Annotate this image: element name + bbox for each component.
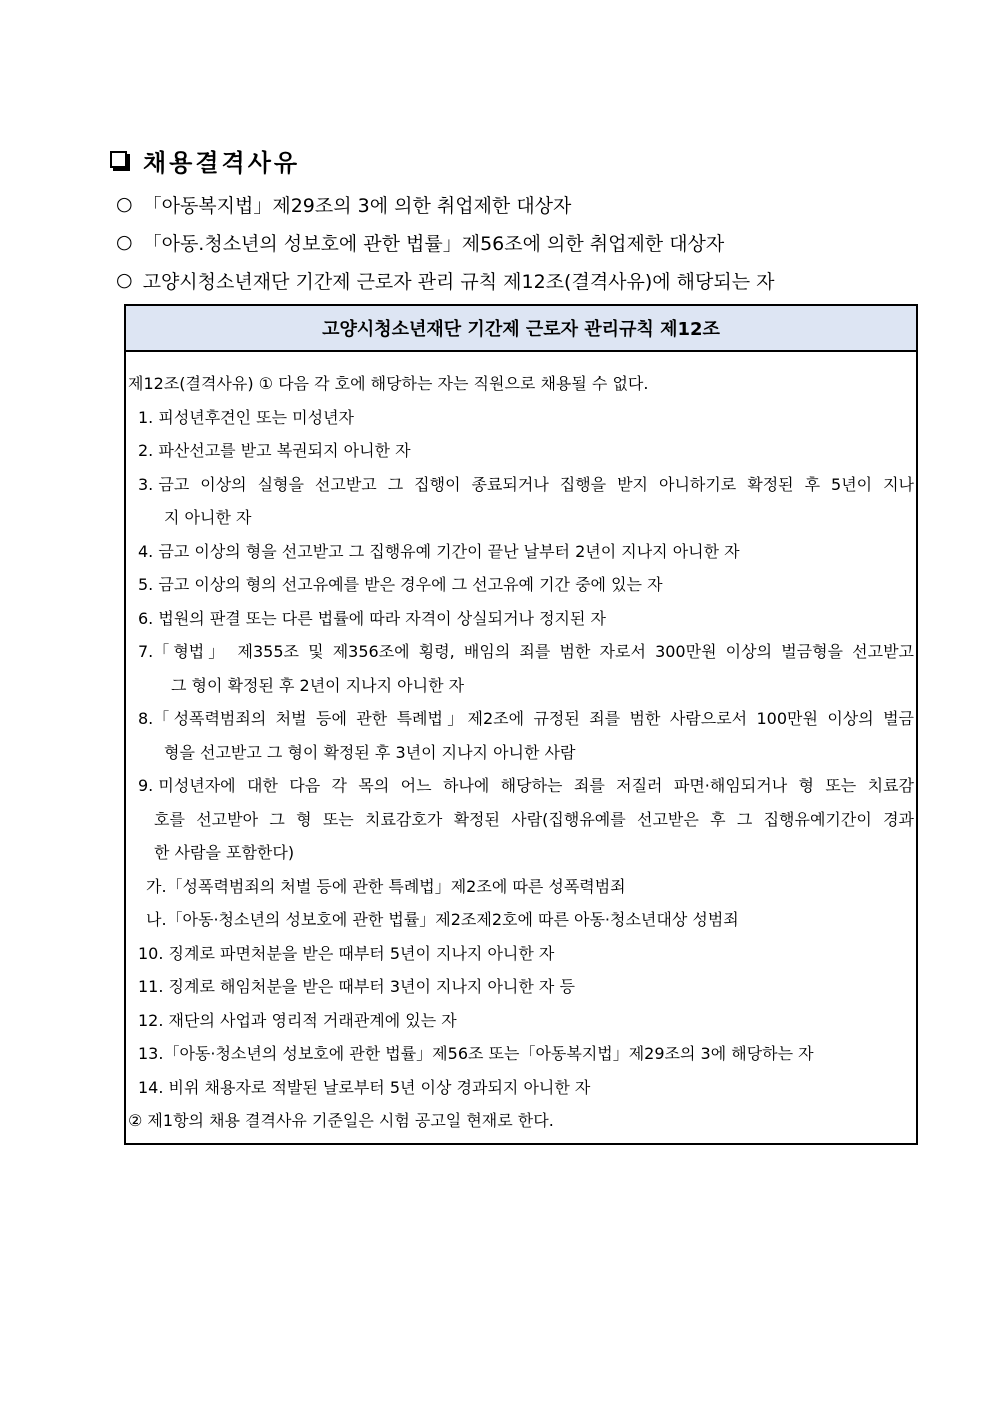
rule-intro: 제12조(결격사유) ① 다음 각 호에 해당하는 자는 직원으로 채용될 수 없다. [128, 374, 649, 393]
rule-item-number: 12. [138, 1010, 164, 1030]
rule-item-text: 법원의 판결 또는 다른 법률에 따라 자격이 상실되거나 정지된 자 [158, 608, 606, 628]
rule-item-text: 비위 채용자로 적발된 날로부터 5년 이상 경과되지 아니한 자 [168, 1077, 591, 1097]
rule-item-text: 「성폭력범죄의 처벌 등에 관한 특례법」제2조에 규정된 죄를 범한 사람으로서 100만원 이상의 벌금 [153, 709, 914, 728]
rule-box-title: 고양시청소년재단 기간제 근로자 관리규칙 제12조 [126, 306, 916, 352]
rule-item-text: 금고 이상의 형의 선고유예를 받은 경우에 그 선고유예 기간 중에 있는 자 [158, 575, 663, 594]
rule-item [128, 970, 914, 1004]
bullet-item [116, 185, 896, 223]
bullet-text: 「아동.청소년의 성보호에 관한 법률」제56조에 의한 취업제한 대상자 [142, 232, 725, 255]
rule-item [128, 401, 914, 435]
rule-item-text: 호를 선고받아 그 형 또는 치료감호가 확정된 사람(집행유예를 선고받은 후 그 집행유예기간이 경과 [154, 809, 914, 829]
rule-item-number: 3. [138, 474, 154, 494]
rule-item [128, 535, 914, 569]
rule-item-number: 5. [138, 575, 154, 594]
rule-item-text: 「형법」 제355조 및 제356조에 횡령, 배임의 죄를 범한 자로서 300만원 이상의 벌금형을 선고받고 [153, 642, 914, 661]
checkbox-square-icon [110, 151, 127, 168]
rule-subitem-text: 「성폭력범죄의 처벌 등에 관한 특례법」제2조에 따른 성폭력범죄 [166, 876, 626, 896]
rule-item-continuation: 그 형이 확정된 후 2년이 지나지 아니한 자 [171, 675, 465, 695]
rule-subitem-text: 「아동·청소년의 성보호에 관한 법률」제2조제2호에 따른 아동·청소년대상 성범죄 [166, 910, 739, 929]
rule-subitem-number: 가. [146, 876, 167, 896]
rule-item-text: 징계로 해임처분을 받은 때부터 3년이 지나지 아니한 자 등 [168, 977, 575, 996]
rule-item-number: 14. [138, 1077, 164, 1097]
rule-item-text: 파산선고를 받고 복권되지 아니한 자 [158, 441, 411, 460]
rule-item [128, 468, 914, 502]
circle-bullet-icon: ○ [116, 231, 133, 253]
rule-item-text: 금고 이상의 형을 선고받고 그 집행유예 기간이 끝난 날부터 2년이 지나지 아니한 자 [158, 541, 740, 561]
rule-item-number: 8. [138, 709, 154, 728]
rule-item-text: 금고 이상의 실형을 선고받고 그 집행이 종료되거나 집행을 받지 아니하기로 확정된 후 5년이 지나 [158, 474, 914, 494]
rule-item-text: 재단의 사업과 영리적 거래관계에 있는 자 [168, 1010, 457, 1030]
rule-item [128, 635, 914, 669]
bullet-list [116, 185, 896, 299]
rule-box [124, 304, 918, 1145]
rule-item-number: 1. [138, 407, 154, 427]
rule-item-continuation [128, 803, 914, 837]
rule-item [128, 702, 914, 736]
rule-item [128, 568, 914, 602]
rule-item-number: 13. [138, 1044, 164, 1063]
rule-item [128, 769, 914, 803]
bullet-item [116, 223, 896, 261]
rule-box-body [126, 352, 916, 1138]
rule-item-number: 4. [138, 541, 154, 561]
bullet-text: 고양시청소년재단 기간제 근로자 관리 규칙 제12조(결격사유)에 해당되는 자 [142, 270, 775, 293]
rule-subitem-number: 나. [146, 910, 167, 929]
rule-item-text: 미성년자에 대한 다음 각 목의 어느 하나에 해당하는 죄를 저질러 파면·해임되거나 형 또는 치료감 [158, 776, 914, 795]
rule-item [128, 1037, 914, 1071]
rule-item [128, 1071, 914, 1105]
bullet-item [116, 261, 896, 299]
rule-item-number: 11. [138, 977, 164, 996]
rule-item-text: 피성년후견인 또는 미성년자 [158, 407, 355, 427]
rule-item-number: 9. [138, 776, 154, 795]
section-heading [110, 143, 300, 177]
rule-item-text: 「아동·청소년의 성보호에 관한 법률」제56조 또는「아동복지법」제29조의 3에 해당하는 자 [163, 1044, 814, 1063]
bullet-text: 「아동복지법」제29조의 3에 의한 취업제한 대상자 [142, 194, 572, 217]
rule-item-number: 10. [138, 943, 164, 963]
rule-subitem [128, 870, 914, 904]
section-title: 채용결격사유 [143, 148, 301, 177]
rule-closing: ② 제1항의 채용 결격사유 기준일은 시험 공고일 현재로 한다. [128, 1111, 554, 1130]
rule-item-number: 7. [138, 642, 154, 661]
rule-item-continuation: 한 사람을 포함한다) [154, 843, 295, 862]
rule-item [128, 434, 914, 468]
rule-item-continuation: 지 아니한 자 [164, 508, 252, 527]
rule-item-text: 징계로 파면처분을 받은 때부터 5년이 지나지 아니한 자 [168, 943, 555, 963]
rule-item-number: 6. [138, 608, 154, 628]
circle-bullet-icon: ○ [116, 193, 133, 215]
circle-bullet-icon: ○ [116, 269, 133, 291]
rule-subitem [128, 903, 914, 937]
rule-item [128, 602, 914, 636]
rule-item [128, 937, 914, 971]
rule-item [128, 1004, 914, 1038]
rule-item-continuation: 형을 선고받고 그 형이 확정된 후 3년이 지나지 아니한 사람 [164, 742, 576, 762]
rule-item-number: 2. [138, 441, 154, 460]
